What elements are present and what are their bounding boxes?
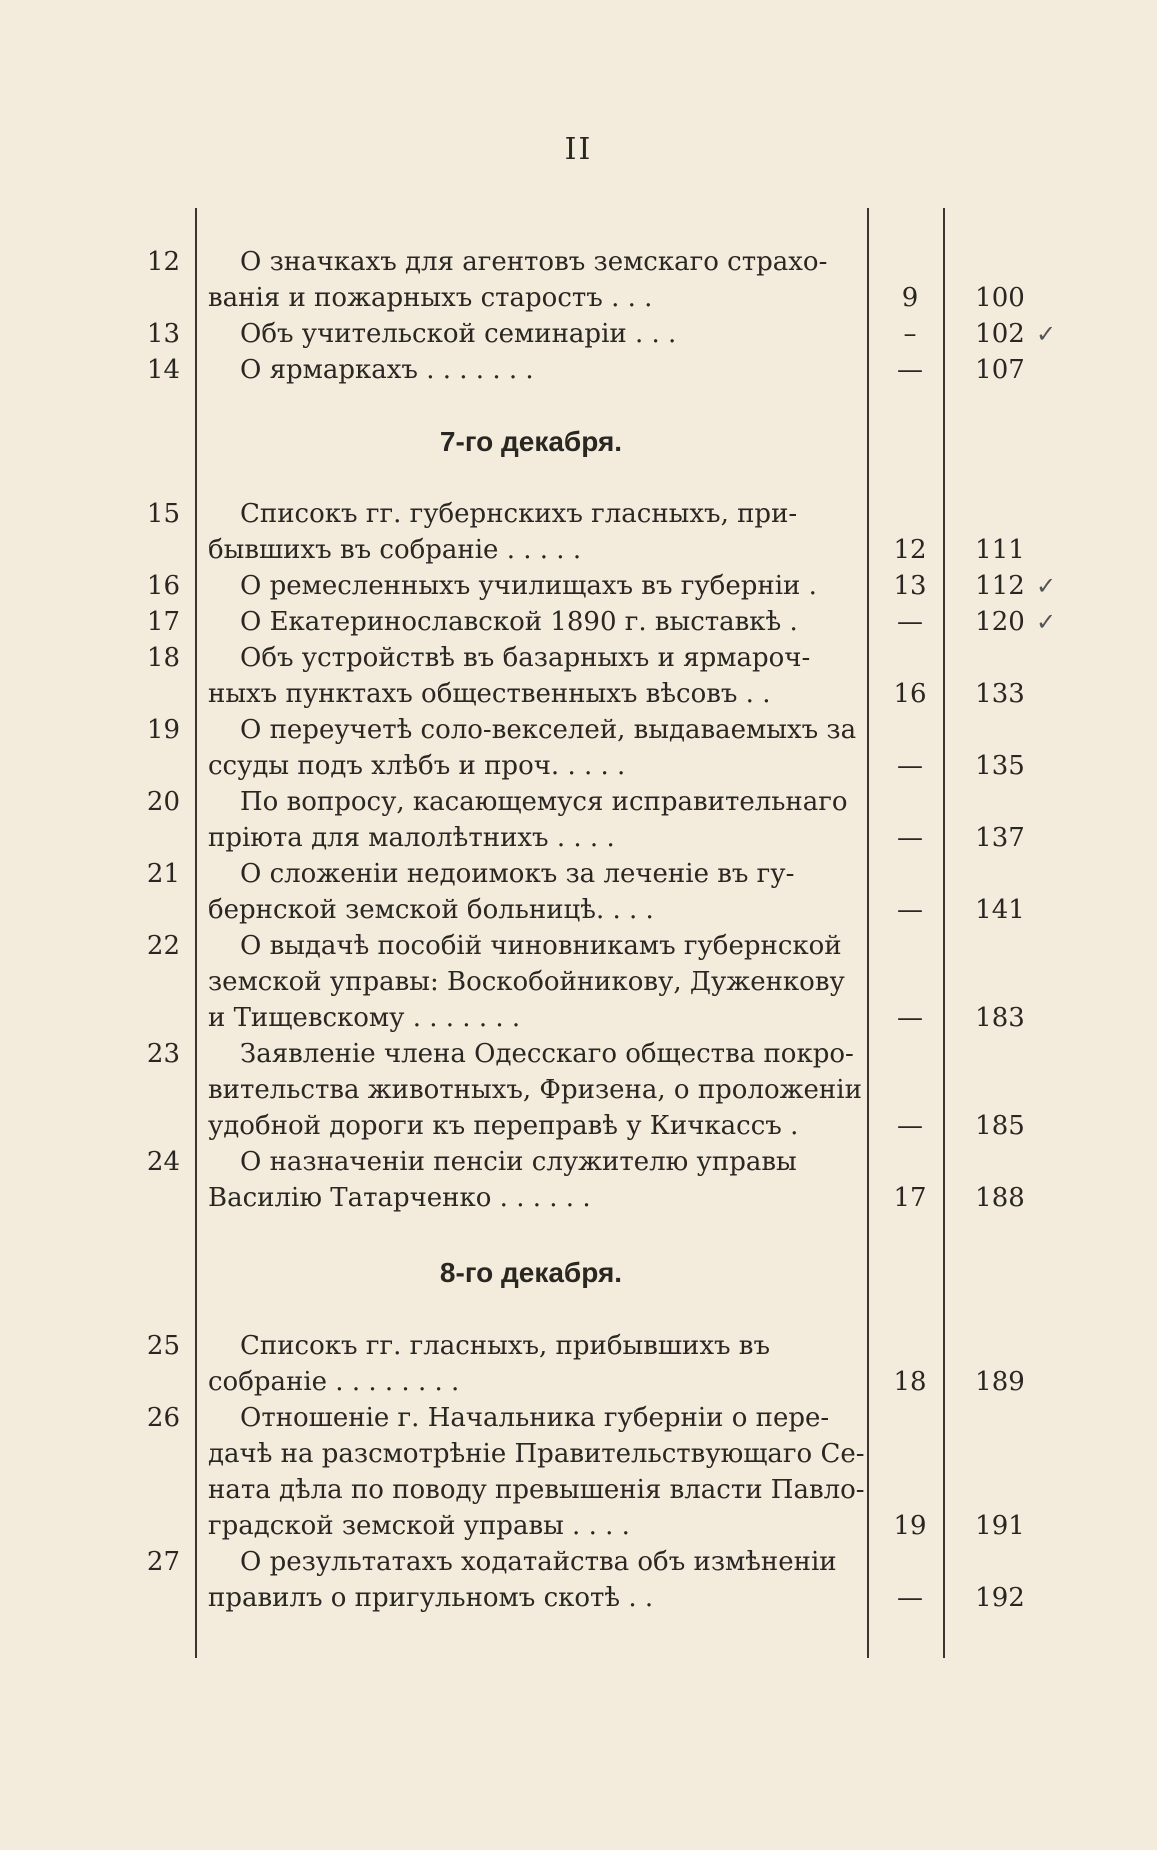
entry-title-line: и Тищевскому . . . . . . . (208, 1003, 521, 1033)
session-number: — (897, 823, 923, 853)
page-reference: 112 (975, 571, 1025, 601)
page-reference: 135 (975, 751, 1025, 781)
session-number: — (897, 1111, 923, 1141)
column-rule-right (943, 208, 945, 1658)
column-rule-middle (867, 208, 869, 1658)
session-number: — (897, 1583, 923, 1613)
page-reference: 137 (975, 823, 1025, 853)
session-number: — (897, 607, 923, 637)
page-reference: 100 (975, 283, 1025, 313)
entry-title-line: Списокъ гг. гласныхъ, прибывшихъ въ (240, 1331, 770, 1361)
session-number: 16 (893, 679, 927, 709)
entry-title-line: дачѣ на разсмотрѣніе Правительствующаго Се- (208, 1439, 865, 1469)
entry-title-line: правилъ о пригульномъ скотѣ . . (208, 1583, 654, 1613)
entry-title-line: Объ учительской семинаріи . . . (240, 319, 677, 349)
entry-title-line: По вопросу, касающемуся исправительнаго (240, 787, 848, 817)
entry-title-line: Заявленіе члена Одесскаго общества покро- (240, 1039, 854, 1069)
date-heading: 7-го декабря. (439, 426, 623, 457)
page-reference: 192 (975, 1583, 1025, 1613)
date-heading: 8-го декабря. (439, 1257, 623, 1288)
session-number: 12 (893, 535, 927, 565)
entry-number: 13 (146, 319, 180, 349)
entry-number: 18 (146, 643, 180, 673)
page-number: II (564, 132, 593, 167)
session-number: 9 (901, 283, 919, 313)
entry-number: 23 (146, 1039, 180, 1069)
page-reference: 188 (975, 1183, 1025, 1213)
session-number: – (903, 319, 917, 349)
entry-title-line: Отношеніе г. Начальника губерніи о пере- (240, 1403, 830, 1433)
session-number: — (897, 751, 923, 781)
page-reference: 102 (975, 319, 1025, 349)
entry-number: 17 (146, 607, 180, 637)
entry-title-line: градской земской управы . . . . (208, 1511, 630, 1541)
entry-title-line: О ремесленныхъ училищахъ въ губерніи . (240, 571, 817, 601)
entry-number: 14 (146, 355, 180, 385)
page-reference: 183 (975, 1003, 1025, 1033)
entry-title-line: ванія и пожарныхъ старостъ . . . (208, 283, 653, 313)
session-number: 13 (893, 571, 927, 601)
page-reference: 191 (975, 1511, 1025, 1541)
entry-number: 25 (146, 1331, 180, 1361)
entry-title-line: бывшихъ въ собраніе . . . . . (208, 535, 582, 565)
entry-title-line: О назначеніи пенсіи служителю управы (240, 1147, 797, 1177)
entry-number: 16 (146, 571, 180, 601)
page-reference: 107 (975, 355, 1025, 385)
session-number: — (897, 895, 923, 925)
entry-title-line: О переучетѣ соло-векселей, выдаваемыхъ за (240, 715, 857, 745)
entry-number: 15 (146, 499, 180, 529)
entry-number: 19 (146, 715, 180, 745)
entry-title-line: Списокъ гг. губернскихъ гласныхъ, при- (240, 499, 798, 529)
entry-title-line: бернской земской больницѣ. . . . (208, 895, 654, 925)
page-reference: 133 (975, 679, 1025, 709)
entry-title-line: удобной дороги къ переправѣ у Кичкассъ . (208, 1111, 799, 1141)
entry-title-line: пріюта для малолѣтнихъ . . . . (208, 823, 615, 853)
entry-number: 22 (146, 931, 180, 961)
entry-number: 21 (146, 859, 180, 889)
entry-title-line: Василію Татарченко . . . . . . (208, 1183, 591, 1213)
entry-number: 24 (146, 1147, 180, 1177)
entry-title-line: земской управы: Воскобойникову, Дуженкову (208, 967, 845, 997)
entry-title-line: Объ устройствѣ въ базарныхъ и ярмароч- (240, 643, 811, 673)
entry-number: 27 (146, 1547, 180, 1577)
entry-title-line: О результатахъ ходатайства объ измѣненіи (240, 1547, 837, 1577)
check-mark-icon: ✓ (1036, 320, 1057, 348)
session-number: 17 (893, 1183, 927, 1213)
entry-title-line: О ярмаркахъ . . . . . . . (240, 355, 534, 385)
check-mark-icon: ✓ (1036, 608, 1057, 636)
entry-number: 20 (146, 787, 180, 817)
page-reference: 185 (975, 1111, 1025, 1141)
entry-number: 12 (146, 247, 180, 277)
session-number: — (897, 1003, 923, 1033)
page-reference: 120 (975, 607, 1025, 637)
entry-title-line: О значкахъ для агентовъ земскаго страхо- (240, 247, 828, 277)
entry-title-line: ссуды подъ хлѣбъ и проч. . . . . (208, 751, 626, 781)
page-reference: 141 (975, 895, 1025, 925)
entry-number: 26 (146, 1403, 180, 1433)
page-reference: 189 (975, 1367, 1025, 1397)
entry-title-line: собраніе . . . . . . . . (208, 1367, 460, 1397)
entry-title-line: ныхъ пунктахъ общественныхъ вѣсовъ . . (208, 679, 771, 709)
entry-title-line: О выдачѣ пособій чиновникамъ губернской (240, 931, 842, 961)
session-number: 19 (893, 1511, 927, 1541)
page-reference: 111 (975, 535, 1025, 565)
entry-title-line: О сложеніи недоимокъ за леченіе въ гу- (240, 859, 795, 889)
check-mark-icon: ✓ (1036, 572, 1057, 600)
session-number: — (897, 355, 923, 385)
entry-title-line: ната дѣла по поводу превышенія власти Павло- (208, 1475, 865, 1505)
entry-title-line: вительства животныхъ, Фризена, о проложеніи (208, 1075, 862, 1105)
session-number: 18 (893, 1367, 927, 1397)
entry-title-line: О Екатеринославской 1890 г. выставкѣ . (240, 607, 798, 637)
